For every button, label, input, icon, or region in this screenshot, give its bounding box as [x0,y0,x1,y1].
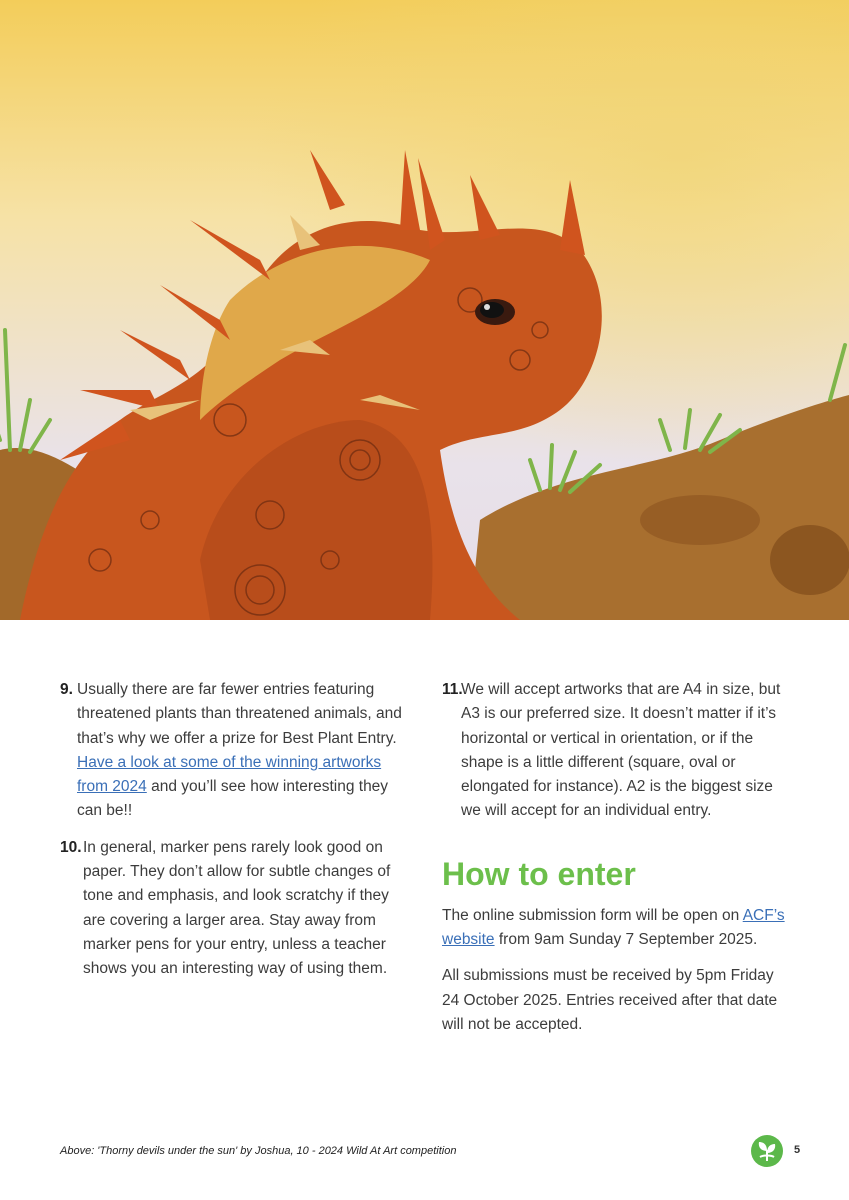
item-9-text-end: and you’ll see how interesting they can be!! [77,778,389,820]
how-to-enter-heading: How to enter [442,855,636,892]
submission-open-paragraph [442,904,792,953]
para-text-end: from 9am Sunday 7 September 2025. [494,931,758,949]
image-caption: Above: 'Thorny devils under the sun' by Joshua, 10 - 2024 Wild At Art competition [60,1145,457,1157]
page-number: 5 [794,1144,801,1156]
item-number: 9. [60,681,73,698]
winning-artworks-link[interactable]: Have a look at some of the winning artworks from 2024 [77,753,382,796]
acf-website-link[interactable]: ACF’s website [442,906,785,949]
acf-leaf-logo-icon [751,1135,783,1167]
submission-deadline-paragraph: All submissions must be received by 5pm Friday 24 October 2025. Entries received after that date will not be accepted. [442,967,778,1033]
item-text: In general, marker pens rarely look good on paper. They don’t allow for subtle changes of tone and emphasis, and look scratchy if they are covering a larger area. Stay away from marker pens for your entry, unless a teacher shows you an interesting way of using them. [83,838,391,978]
list-item-9 [60,678,405,824]
right-column [442,678,792,1049]
item-text [77,678,405,824]
list-item-10 [60,836,405,982]
left-column [60,678,405,994]
para-text: The online submission form will be open on [442,906,743,924]
item-number: 11. [442,681,463,698]
item-number: 10. [60,838,82,856]
list-item-11 [442,678,792,824]
item-text: We will accept artworks that are A4 in size, but A3 is our preferred size. It doesn’t matter if it’s horizontal or vertical in orientation, or if the shape is a little different (square, oval or elongated for instance). A2 is the biggest size we will accept for an individual entry. [461,681,781,820]
item-9-text: Usually there are far fewer entries featuring threatened plants than threatened animals, and that’s why we offer a prize for Best Plant Entry. [77,681,402,747]
